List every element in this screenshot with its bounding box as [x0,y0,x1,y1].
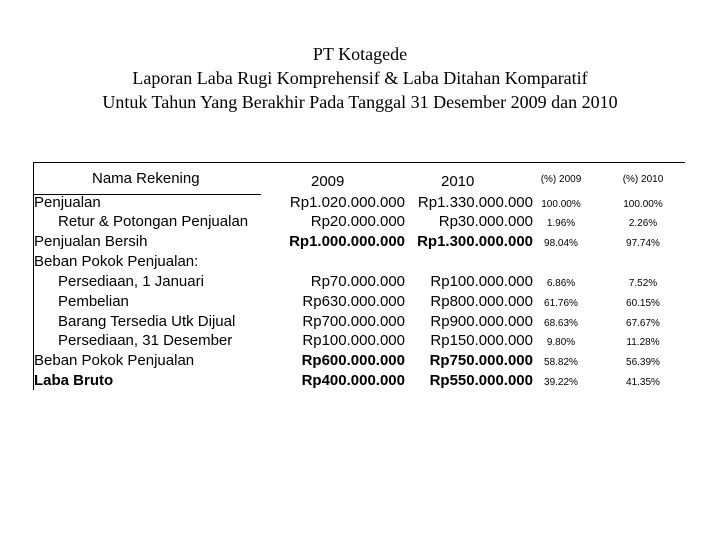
amount-2009-persediaan-awal: Rp70.000.000 [310,273,405,290]
amount-2010-retur-potongan: Rp30.000.000 [438,213,533,230]
row-label-penjualan-bersih: Penjualan Bersih [34,233,148,250]
amount-2010-barang-tersedia: Rp900.000.000 [430,313,533,330]
col-header-pct-2010: (%) 2010 [622,174,664,185]
row-label-pembelian: Pembelian [58,293,129,310]
amount-2010-penjualan: Rp1.330.000.000 [417,194,533,211]
pct-2010-pembelian: 60.15% [626,298,660,309]
amount-2010-penjualan-bersih: Rp1.300.000.000 [417,233,533,250]
pct-2010-beban-pokok: 56.39% [626,357,660,368]
col-header-account: Nama Rekening [92,170,200,187]
amount-2010-persediaan-awal: Rp100.000.000 [430,273,533,290]
amount-2009-beban-pokok: Rp600.000.000 [301,352,405,369]
report-period: Untuk Tahun Yang Berakhir Pada Tanggal 31 Desember 2009 dan 2010 [102,92,618,112]
amount-2009-retur-potongan: Rp20.000.000 [310,213,405,230]
pct-2009-pembelian: 61.76% [544,298,578,309]
pct-2010-retur-potongan: 2.26% [628,218,658,229]
pct-2009-persediaan-akhir: 9.80% [546,337,576,348]
amount-2009-persediaan-akhir: Rp100.000.000 [302,332,405,349]
col-header-2009: 2009 [311,173,345,190]
pct-2009-retur-potongan: 1.96% [546,218,576,229]
pct-2009-penjualan-bersih: 98.04% [544,238,578,249]
amount-2009-penjualan-bersih: Rp1.000.000.000 [289,233,405,250]
amount-2010-pembelian: Rp800.000.000 [430,293,533,310]
col-header-pct-2009: (%) 2009 [540,174,582,185]
table-top-border [33,162,685,163]
row-label-retur-potongan: Retur & Potongan Penjualan [58,213,249,230]
row-label-persediaan-akhir: Persediaan, 31 Desember [58,332,233,349]
amount-2010-laba-bruto: Rp550.000.000 [429,372,533,389]
pct-2009-laba-bruto: 39.22% [544,377,578,388]
report-title: Laporan Laba Rugi Komprehensif & Laba Ditahan Komparatif [132,68,588,88]
pct-2009-beban-pokok: 58.82% [544,357,578,368]
row-label-persediaan-awal: Persediaan, 1 Januari [58,273,204,290]
pct-2010-penjualan-bersih: 97.74% [626,238,660,249]
pct-2010-penjualan: 100.00% [623,199,663,210]
pct-2009-barang-tersedia: 68.63% [544,318,578,329]
pct-2010-persediaan-akhir: 11.28% [626,337,660,348]
amount-2010-persediaan-akhir: Rp150.000.000 [430,332,533,349]
amount-2009-barang-tersedia: Rp700.000.000 [302,313,405,330]
pct-2009-penjualan: 100.00% [541,199,581,210]
row-label-beban-pokok: Beban Pokok Penjualan [34,352,195,369]
row-label-barang-tersedia: Barang Tersedia Utk Dijual [58,313,236,330]
pct-2010-laba-bruto: 41.35% [626,377,660,388]
amount-2009-penjualan: Rp1.020.000.000 [289,194,405,211]
row-label-beban-pokok-heading: Beban Pokok Penjualan: [34,253,199,270]
amount-2009-pembelian: Rp630.000.000 [302,293,405,310]
row-label-penjualan: Penjualan [34,194,101,211]
row-label-laba-bruto: Laba Bruto [34,372,114,389]
pct-2010-persediaan-awal: 7.52% [628,278,658,289]
pct-2010-barang-tersedia: 67.67% [626,318,660,329]
col-header-2010: 2010 [441,173,475,190]
company-name: PT Kotagede [312,44,408,64]
amount-2010-beban-pokok: Rp750.000.000 [429,352,533,369]
amount-2009-laba-bruto: Rp400.000.000 [301,372,405,389]
pct-2009-persediaan-awal: 6.86% [546,278,576,289]
